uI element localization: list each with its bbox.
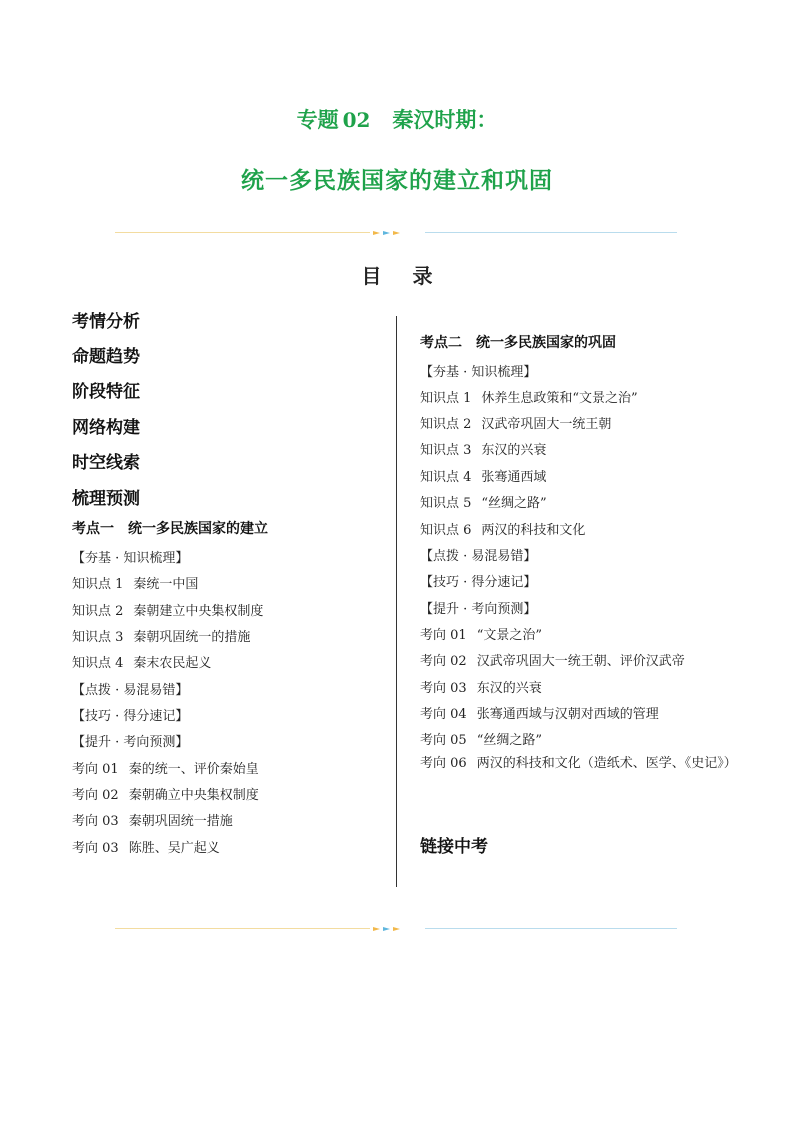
right-point-3[interactable]: 知识点 3 东汉的兴衰 <box>420 443 547 458</box>
left-dianbo[interactable]: 【点拨 · 易混易错】 <box>72 683 189 698</box>
title-number: 02 <box>342 108 371 132</box>
left-point-1[interactable]: 知识点 1 秦统一中国 <box>72 577 199 592</box>
page-title <box>0 104 794 134</box>
right-point-4[interactable]: 知识点 4 张骞通西域 <box>420 470 547 485</box>
left-direction-4[interactable]: 考向 03 陈胜、吴广起义 <box>72 841 220 856</box>
right-dianbo[interactable]: 【点拨 · 易混易错】 <box>420 549 537 564</box>
left-point-3[interactable]: 知识点 3 秦朝巩固统一的措施 <box>72 630 251 645</box>
section-jieduan[interactable]: 阶段特征 <box>72 382 140 402</box>
kaodian-1[interactable]: 考点一 统一多民族国家的建立 <box>72 521 268 537</box>
bottom-divider <box>115 924 677 934</box>
left-direction-1[interactable]: 考向 01 秦的统一、评价秦始皇 <box>72 762 259 777</box>
divider-arrow-icon <box>373 228 413 238</box>
kaodian-2[interactable]: 考点二 统一多民族国家的巩固 <box>420 335 616 351</box>
right-direction-2[interactable]: 考向 02 汉武帝巩固大一统王朝、评价汉武帝 <box>420 654 685 669</box>
section-shuli[interactable]: 梳理预测 <box>72 489 140 509</box>
left-point-4[interactable]: 知识点 4 秦末农民起义 <box>72 656 212 671</box>
right-direction-1[interactable]: 考向 01 “文景之治” <box>420 628 542 643</box>
section-kaoqing[interactable]: 考情分析 <box>72 312 140 332</box>
toc-title: 目 录 <box>361 264 445 288</box>
section-mingti[interactable]: 命题趋势 <box>72 347 140 367</box>
right-direction-5[interactable]: 考向 05 “丝绸之路” <box>420 733 542 748</box>
page-subtitle: 统一多民族国家的建立和巩固 <box>241 168 553 194</box>
right-direction-4[interactable]: 考向 04 张骞通西域与汉朝对西域的管理 <box>420 707 659 722</box>
section-wangluo[interactable]: 网络构建 <box>72 418 140 438</box>
right-point-5[interactable]: 知识点 5 “丝绸之路” <box>420 496 547 511</box>
right-point-6[interactable]: 知识点 6 两汉的科技和文化 <box>420 523 586 538</box>
section-shikong[interactable]: 时空线索 <box>72 453 140 473</box>
left-jiqiao[interactable]: 【技巧 · 得分速记】 <box>72 709 189 724</box>
right-direction-3[interactable]: 考向 03 东汉的兴衰 <box>420 681 542 696</box>
right-point-1[interactable]: 知识点 1 休养生息政策和“文景之治” <box>420 391 638 406</box>
right-point-2[interactable]: 知识点 2 汉武帝巩固大一统王朝 <box>420 417 612 432</box>
left-direction-2[interactable]: 考向 02 秦朝确立中央集权制度 <box>72 788 259 803</box>
left-direction-3[interactable]: 考向 03 秦朝巩固统一措施 <box>72 814 233 829</box>
link-zhongkao[interactable]: 链接中考 <box>420 837 488 857</box>
title-main: 秦汉时期： <box>392 108 498 132</box>
title-prefix: 专题 <box>296 108 339 132</box>
right-jiqiao[interactable]: 【技巧 · 得分速记】 <box>420 575 537 590</box>
right-direction-6[interactable]: 考向 06 两汉的科技和文化（造纸术、医学、《史记》） <box>420 756 737 771</box>
left-point-2[interactable]: 知识点 2 秦朝建立中央集权制度 <box>72 604 264 619</box>
right-jiji[interactable]: 【夯基 · 知识梳理】 <box>420 365 537 380</box>
left-tisheng[interactable]: 【提升 · 考向预测】 <box>72 735 189 750</box>
top-divider <box>115 228 677 238</box>
right-tisheng[interactable]: 【提升 · 考向预测】 <box>420 602 537 617</box>
column-separator <box>396 316 397 887</box>
divider-arrow-icon <box>373 924 413 934</box>
left-jiji[interactable]: 【夯基 · 知识梳理】 <box>72 551 189 566</box>
